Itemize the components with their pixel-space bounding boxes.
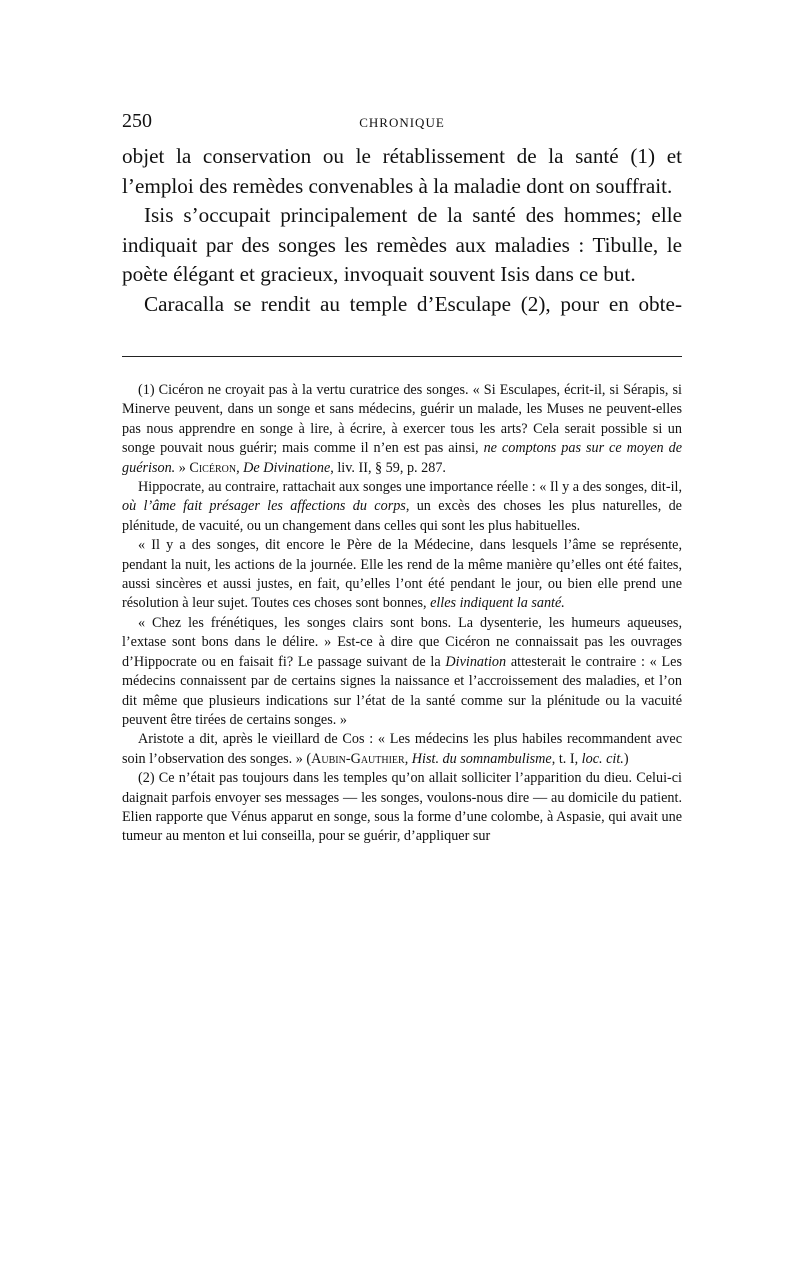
paragraph: Isis s’occupait principalement de la santé des hommes; elle indiquait par des songes les remèdes aux maladies : Tibulle, le poète élégant et gracieux, invoquait souvent Isis dans ce but. [122,203,682,286]
paragraph: Caracalla se rendit au temple d’Esculape (2), pour en obte- [144,291,682,316]
main-text [122,142,682,319]
footnote-text: , liv. II, § 59, p. 287. [330,459,446,476]
footnote-1 [122,381,682,478]
footnote-text: « Il y a des songes, dit encore le Père de la Médecine, dans lesquels l’âme se représente, pendant la nuit, les actions de la journée. Elle les rend de la même manière qu’elles ont été faites, aussi sincères et aussi justes, en fait, qu’elles l’ont été pendant le jour, ou bien elle prend une résolution à leur sujet. Toutes ces choses sont bonnes, [122,537,682,612]
footnote-text: , un excès des choses les plus naturelles, de plénitude, de vacuité, ou un changement dans celles qui sont les plus habituelles. [122,498,682,534]
footnote-italic: ne comptons pas sur ce moyen de guérison. [122,440,683,476]
footnote-text: (1) Cicéron ne croyait pas à la vertu curatrice des songes. « Si Esculapes, écrit-il, si Sérapis, si Minerve peuvent, dans un songe et sans médecins, guérir un malade, les Muses ne peuvent-elles pas nous apprendre en songe à lire, à écrire, à exercer tous les arts? Cela serait possible si un songe pouvait nous guérir; mais comme il n’en est pas ainsi, [122,382,682,457]
page-header [122,110,682,142]
page-number: 250 [122,110,152,132]
paragraph: objet la conservation ou le rétablissement de la santé (1) et l’emploi des remèdes convenables à la maladie dont on souffrait. [122,144,682,198]
footnote-paragraph [122,478,682,536]
footnote-2: (2) Ce n’était pas toujours dans les temples qu’on allait solliciter l’apparition du dieu. Celui-ci daignait parfois envoyer ses messages — les songes, voulons-nous dire — au domicile du patient. Elien rapporte que Vénus apparut en songe, sous la forme d’une colombe, à Aspasie, qui avait une tumeur au menton et lui conseilla, pour se guérir, d’appliquer sur [122,770,682,845]
author-name: Cicéron [189,459,237,476]
footnote-paragraph [122,536,682,614]
footnote-italic: elles indiquent la santé. [430,595,565,612]
footnotes [122,381,682,847]
author-name: Aubin-Gauthier [311,750,405,767]
footnote-italic: Divination [445,653,507,670]
running-head: CHRONIQUE [359,115,445,130]
footnote-text: ) [623,750,629,767]
footnote-text: Hippocrate, au contraire, rattachait aux songes une importance réelle : « Il y a des songes, dit-il, [138,479,682,496]
page [122,110,682,847]
citation-abbrev: loc. cit. [581,750,624,767]
work-title: De Divinatione [243,459,331,476]
footnote-text: , t. I, [551,750,582,767]
footnote-text: » [178,459,190,476]
footnote-paragraph [122,730,682,769]
work-title: Hist. du somnambulisme [411,750,552,767]
footnote-italic: où l’âme fait présager les affections du corps [122,498,406,515]
footnote-paragraph [122,614,682,730]
footnote-text: « Chez les frénétiques, les songes clairs sont bons. La dysenterie, les humeurs aqueuses, l’extase sont bons dans le délire. » Est-ce à dire que Cicéron ne connaissait pas les ouvrages d’Hippocrate ou en faisait fi? Le passage suivant de la [122,614,682,670]
footnote-separator [122,356,682,357]
footnote-text: , [404,750,412,767]
footnote-text: attesterait le contraire : « Les médecins connaissent par de certains signes la naissance et l’accroissement des maladies, et l’on dit même que plusieurs indications sur l’état de la santé comme sur la plénitude ou la vacuité peuvent être tirées de certains songes. » [122,653,682,728]
footnote-text: Aristote a dit, après le vieillard de Cos : « Les médecins les plus habiles recommandent avec soin l’observation des songes. » ( [122,731,682,767]
footnote-text: , [236,459,244,476]
